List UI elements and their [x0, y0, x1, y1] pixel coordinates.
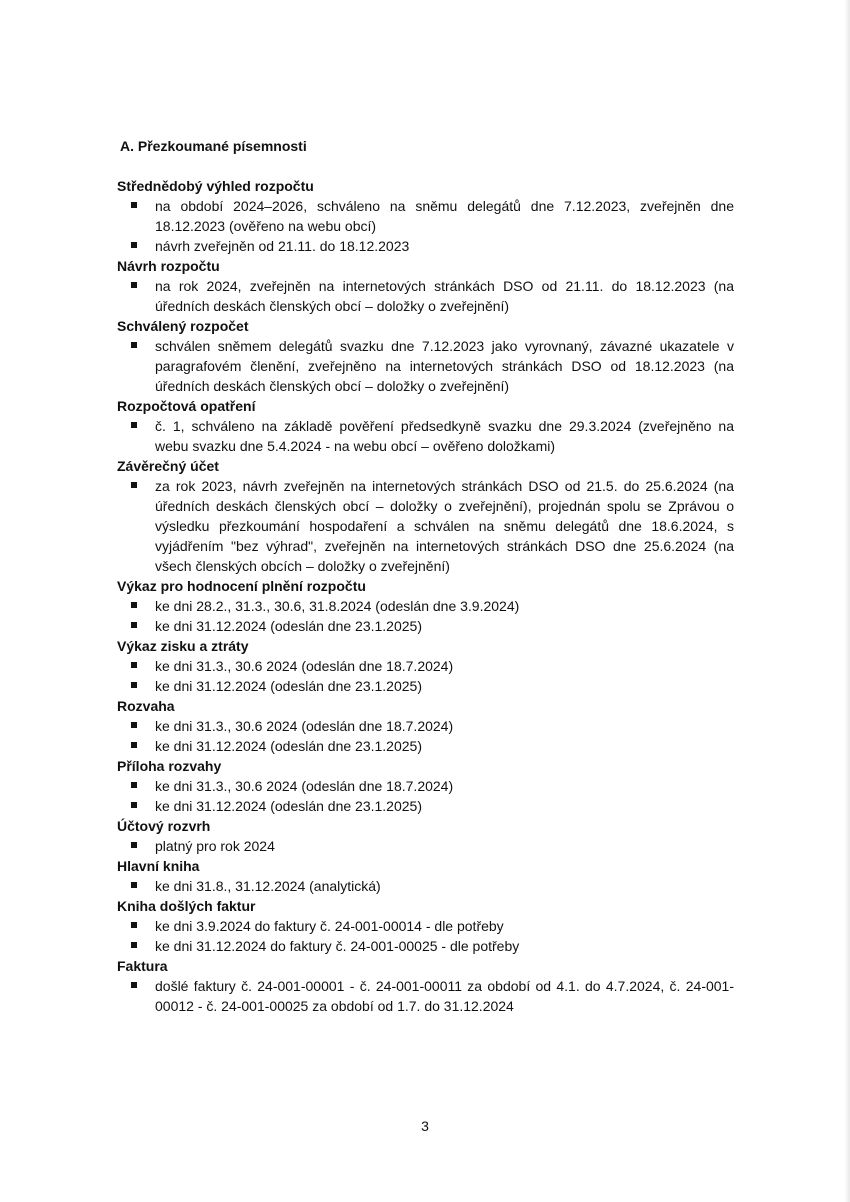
section-heading: Příloha rozvahy — [117, 758, 222, 774]
list-item-text: ke dni 28.2., 31.3., 30.6, 31.8.2024 (odeslán dne 3.9.2024) — [155, 598, 520, 614]
list-item-text: ke dni 31.12.2024 (odeslán dne 23.1.2025) — [155, 798, 422, 814]
list-item-text: došlé faktury č. 24-001-00001 - č. 24-001-00011 za období od 4.1. do 4.7.2024, č. 24-001-00012 - č. 24-001-00025 za období od 1.7. do 31.12.2024 — [155, 978, 734, 1014]
bullet-square-icon — [131, 922, 137, 928]
list-item-text: schválen sněmem delegátů svazku dne 7.12.2023 jako vyrovnaný, závazné ukazatele v paragrafovém členění, zveřejněno na internetových stránkách DSO od 18.12.2023 (na úředních deskách členských obcí – doložky o zveřejnění) — [155, 338, 734, 394]
list-item — [117, 916, 734, 936]
section-block — [117, 756, 734, 816]
list-item — [117, 656, 734, 676]
bullet-square-icon — [131, 682, 137, 688]
list-item — [117, 876, 734, 896]
list-item-text: návrh zveřejněn od 21.11. do 18.12.2023 — [155, 238, 410, 254]
section-heading: Výkaz pro hodnocení plnění rozpočtu — [117, 578, 366, 594]
section-heading: Hlavní kniha — [117, 858, 200, 874]
bullet-square-icon — [131, 602, 137, 608]
list-item-text: ke dni 31.8., 31.12.2024 (analytická) — [155, 878, 381, 894]
list-item — [117, 836, 734, 856]
bullet-square-icon — [131, 802, 137, 808]
bullet-square-icon — [131, 722, 137, 728]
list-item — [117, 796, 734, 816]
list-item — [117, 776, 734, 796]
list-item — [117, 196, 734, 236]
scan-edge-shadow — [844, 0, 850, 1202]
list-item-text: ke dni 31.12.2024 (odeslán dne 23.1.2025) — [155, 618, 422, 634]
list-item — [117, 676, 734, 696]
list-item-text: ke dni 31.3., 30.6 2024 (odeslán dne 18.7.2024) — [155, 778, 454, 794]
list-item-text: ke dni 31.12.2024 (odeslán dne 23.1.2025) — [155, 738, 422, 754]
list-item — [117, 936, 734, 956]
list-item-text: za rok 2023, návrh zveřejněn na internetových stránkách DSO od 21.5. do 25.6.2024 (na úředních deskách členských obcí – doložky o zveřejnění), projednán spolu se Zprávou o výsledku přezkoumání hospodaření a schválen na sněmu delegátů dne 18.6.2024, s vyjádřením "bez výhrad", zveřejněn na internetových stránkách DSO dne 25.6.2024 (na všech členských obcích – doložky o zveřejnění) — [155, 478, 734, 574]
bullet-square-icon — [131, 842, 137, 848]
list-item — [117, 476, 734, 576]
list-item-text: platný pro rok 2024 — [155, 838, 275, 854]
list-item — [117, 236, 734, 256]
list-item — [117, 716, 734, 736]
list-item-text: na rok 2024, zveřejněn na internetových stránkách DSO od 21.11. do 18.12.2023 (na úředních deskách členských obcí – doložky o zveřejnění) — [155, 278, 734, 314]
section-block — [117, 816, 734, 856]
section-block — [117, 456, 734, 576]
section-block — [117, 896, 734, 956]
section-heading: Střednědobý výhled rozpočtu — [117, 178, 314, 194]
bullet-square-icon — [131, 622, 137, 628]
list-item — [117, 336, 734, 396]
list-item — [117, 736, 734, 756]
bullet-square-icon — [131, 982, 137, 988]
bullet-square-icon — [131, 882, 137, 888]
bullet-square-icon — [131, 242, 137, 248]
list-item-text: č. 1, schváleno na základě pověření předsedkyně svazku dne 29.3.2024 (zveřejněno na webu svazku dne 5.4.2024 - na webu obcí – ověřeno doložkami) — [155, 418, 734, 454]
section-heading: Účtový rozvrh — [117, 818, 211, 834]
section-heading: Rozvaha — [117, 698, 175, 714]
section-block — [117, 316, 734, 396]
section-block — [117, 176, 734, 256]
bullet-square-icon — [131, 202, 137, 208]
bullet-square-icon — [131, 782, 137, 788]
list-item — [117, 616, 734, 636]
bullet-square-icon — [131, 282, 137, 288]
section-block — [117, 696, 734, 756]
list-item — [117, 596, 734, 616]
bullet-square-icon — [131, 482, 137, 488]
section-block — [117, 636, 734, 696]
list-item — [117, 416, 734, 456]
section-block — [117, 256, 734, 316]
list-item-text: na období 2024–2026, schváleno na sněmu delegátů dne 7.12.2023, zveřejněn dne 18.12.2023 (ověřeno na webu obcí) — [155, 198, 734, 234]
bullet-square-icon — [131, 662, 137, 668]
section-title: A. Přezkoumané písemnosti — [120, 138, 307, 154]
page-number: 3 — [421, 1118, 429, 1134]
bullet-square-icon — [131, 342, 137, 348]
section-heading: Rozpočtová opatření — [117, 398, 256, 414]
list-item-text: ke dni 31.12.2024 do faktury č. 24-001-00025 - dle potřeby — [155, 938, 520, 954]
section-heading: Schválený rozpočet — [117, 318, 249, 334]
list-item-text: ke dni 31.3., 30.6 2024 (odeslán dne 18.7.2024) — [155, 658, 454, 674]
section-block — [117, 856, 734, 896]
bullet-square-icon — [131, 942, 137, 948]
section-heading: Výkaz zisku a ztráty — [117, 638, 249, 654]
list-item-text: ke dni 31.12.2024 (odeslán dne 23.1.2025) — [155, 678, 422, 694]
section-block — [117, 956, 734, 1016]
list-item-text: ke dni 3.9.2024 do faktury č. 24-001-00014 - dle potřeby — [155, 918, 504, 934]
section-heading: Kniha došlých faktur — [117, 898, 256, 914]
section-heading: Závěrečný účet — [117, 458, 219, 474]
section-block — [117, 576, 734, 636]
section-heading: Faktura — [117, 958, 168, 974]
list-item — [117, 976, 734, 1016]
bullet-square-icon — [131, 422, 137, 428]
section-block — [117, 396, 734, 456]
section-heading: Návrh rozpočtu — [117, 258, 220, 274]
list-item — [117, 276, 734, 316]
document-content — [117, 176, 734, 1016]
bullet-square-icon — [131, 742, 137, 748]
list-item-text: ke dni 31.3., 30.6 2024 (odeslán dne 18.7.2024) — [155, 718, 454, 734]
